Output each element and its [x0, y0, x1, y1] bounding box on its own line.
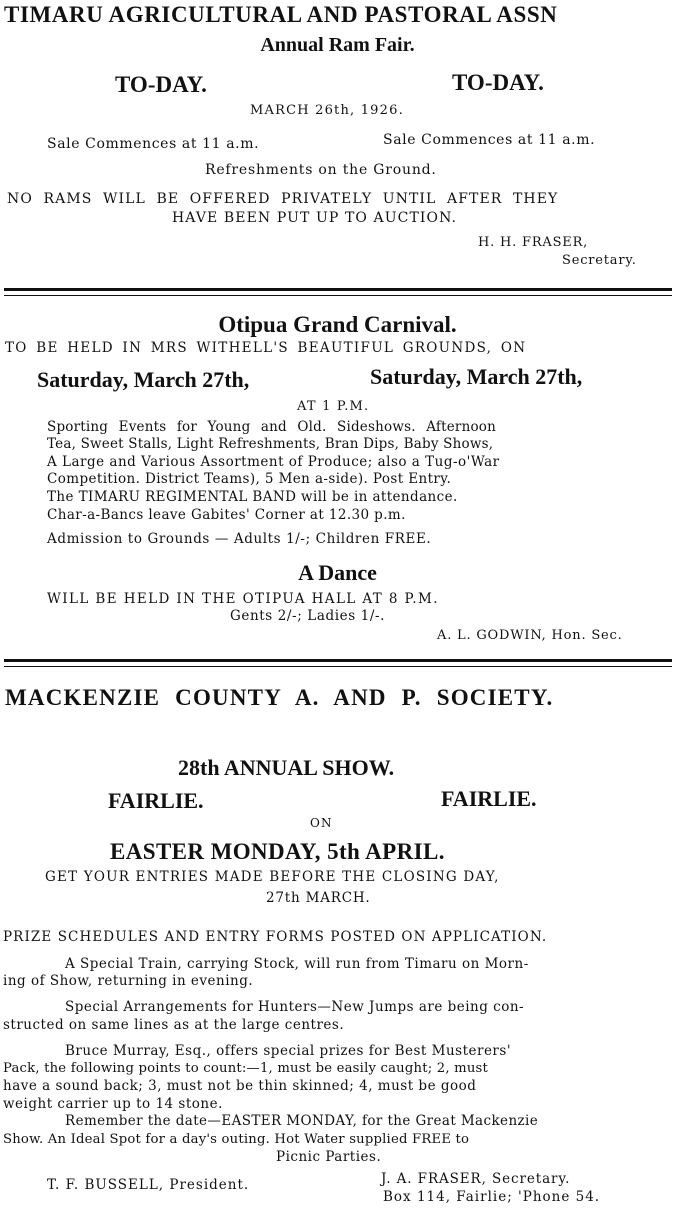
ram-fair-date: MARCH 26th, 1926. — [250, 103, 404, 118]
carnival-day-left: Saturday, March 27th, — [37, 367, 250, 392]
carnival-time: AT 1 P.M. — [297, 399, 370, 414]
ram-fair-signer: H. H. FRASER, — [478, 235, 589, 250]
private-sale-notice-2: HAVE BEEN PUT UP TO AUCTION. — [172, 210, 458, 226]
show-body-line: Remember the date—EASTER MONDAY, for the Great Mackenzie — [65, 1113, 539, 1129]
show-body-line: ing of Show, returning in evening. — [3, 973, 254, 989]
sale-time-right: Sale Commences at 11 a.m. — [383, 132, 596, 148]
refreshments-note: Refreshments on the Ground. — [205, 162, 437, 178]
carnival-body-line: Char-a-Bancs leave Gabites' Corner at 12.30 p.m. — [47, 507, 406, 523]
president-signature: T. F. BUSSELL, President. — [47, 1177, 250, 1193]
show-body-line: Show. An Ideal Spot for a day's outing. Hot Water supplied FREE to — [3, 1132, 470, 1147]
on-label: ON — [310, 816, 333, 830]
entries-line-2: 27th MARCH. — [266, 890, 371, 906]
show-day: EASTER MONDAY, 5th APRIL. — [110, 839, 445, 864]
carnival-signer: A. L. GODWIN, Hon. Sec. — [437, 628, 623, 643]
carnival-body-line: Sporting Events for Young and Old. Sideshows. Afternoon — [47, 419, 497, 435]
dance-prices: Gents 2/-; Ladies 1/-. — [230, 608, 386, 624]
place-left: FAIRLIE. — [108, 788, 204, 813]
entries-line-1: GET YOUR ENTRIES MADE BEFORE THE CLOSING DAY, — [45, 869, 500, 885]
today-right: TO-DAY. — [452, 70, 544, 95]
divider-rule-thin — [4, 666, 672, 667]
show-body-line: structed on same lines as at the large centres. — [3, 1017, 345, 1033]
sale-time-left: Sale Commences at 11 a.m. — [47, 136, 260, 152]
carnival-body-line: A Large and Various Assortment of Produce; also a Tug-o'War — [47, 454, 500, 470]
prize-schedules: PRIZE SCHEDULES AND ENTRY FORMS POSTED ON APPLICATION. — [3, 929, 548, 945]
show-body-line: Special Arrangements for Hunters—New Jumps are being con- — [65, 999, 525, 1015]
mackenzie-headline: MACKENZIE COUNTY A. AND P. SOCIETY. — [5, 685, 554, 710]
annual-show-heading: 28th ANNUAL SHOW. — [178, 755, 395, 780]
dance-venue: WILL BE HELD IN THE OTIPUA HALL AT 8 P.M. — [47, 591, 439, 607]
show-body-line: Picnic Parties. — [276, 1149, 382, 1165]
show-body-line: weight carrier up to 14 stone. — [3, 1096, 223, 1112]
carnival-body-line: Admission to Grounds — Adults 1/-; Children FREE. — [47, 531, 432, 547]
carnival-day-right: Saturday, March 27th, — [370, 364, 583, 389]
private-sale-notice-1: NO RAMS WILL BE OFFERED PRIVATELY UNTIL AFTER THEY — [7, 191, 559, 207]
show-body-line: Pack, the following points to count:—1, must be easily caught; 2, must — [3, 1061, 488, 1076]
carnival-body-line: Competition. District Teams), 5 Men a-side). Post Entry. — [47, 471, 452, 487]
secretary-address: Box 114, Fairlie; 'Phone 54. — [383, 1189, 601, 1205]
ram-fair-subheadline: Annual Ram Fair. — [260, 34, 415, 56]
dance-heading: A Dance — [298, 560, 377, 585]
show-body-line: Bruce Murray, Esq., offers special prizes for Best Musterers' — [65, 1043, 512, 1059]
divider-rule-thick — [4, 659, 672, 662]
carnival-venue: TO BE HELD IN MRS WITHELL'S BEAUTIFUL GROUNDS, ON — [5, 340, 527, 356]
carnival-body-line: The TIMARU REGIMENTAL BAND will be in attendance. — [47, 489, 458, 505]
ram-fair-headline: TIMARU AGRICULTURAL AND PASTORAL ASSN — [4, 2, 558, 27]
carnival-body-line: Tea, Sweet Stalls, Light Refreshments, Bran Dips, Baby Shows, — [47, 436, 494, 452]
place-right: FAIRLIE. — [441, 786, 537, 811]
today-left: TO-DAY. — [115, 72, 207, 97]
show-body-line: have a sound back; 3, must not be thin skinned; 4, must be good — [3, 1078, 477, 1094]
divider-rule-thin — [4, 295, 672, 296]
ram-fair-signer-title: Secretary. — [562, 253, 637, 268]
secretary-signature: J. A. FRASER, Secretary. — [381, 1171, 571, 1187]
carnival-headline: Otipua Grand Carnival. — [218, 312, 457, 337]
show-body-line: A Special Train, carrying Stock, will run from Timaru on Morn- — [65, 956, 529, 972]
divider-rule-thick — [4, 288, 672, 291]
